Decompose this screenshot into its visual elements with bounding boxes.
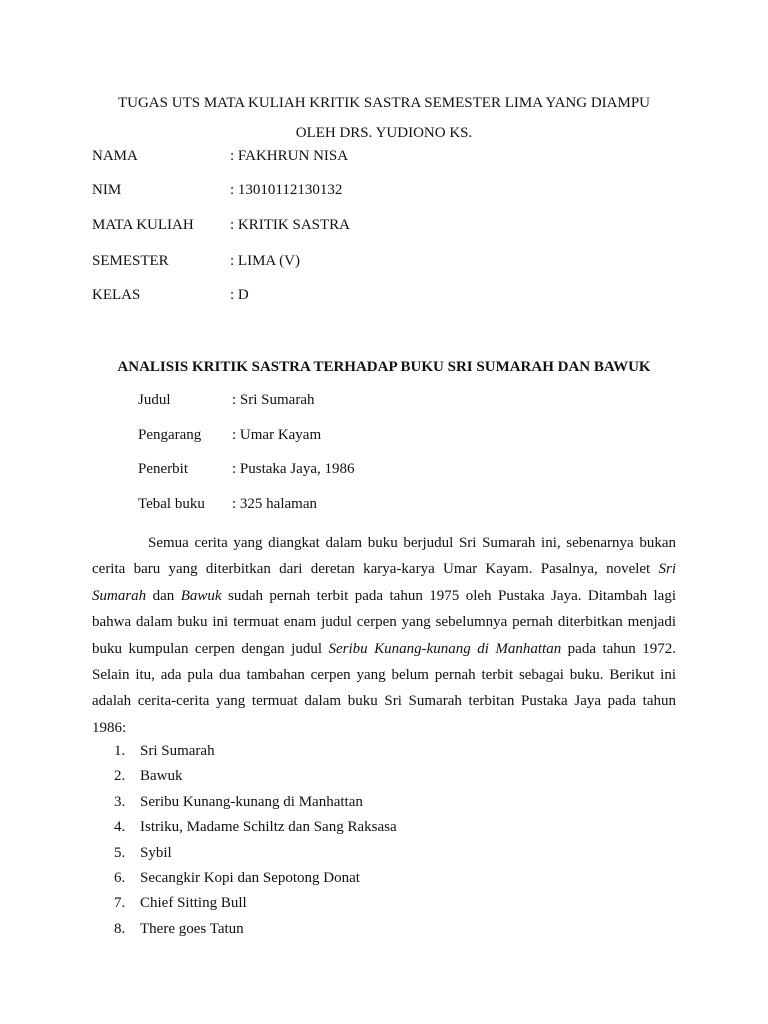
info-label: KELAS xyxy=(92,287,141,303)
list-text: Chief Sitting Bull xyxy=(140,895,247,912)
title-line-2: OLEH DRS. YUDIONO KS. xyxy=(295,125,473,141)
body-paragraph xyxy=(92,530,676,741)
info-label: SEMESTER xyxy=(92,253,169,269)
list-text: There goes Tatun xyxy=(140,920,244,937)
list-item xyxy=(114,918,397,943)
info-value: : FAKHRUN NISA xyxy=(230,148,349,164)
list-text: Seribu Kunang-kunang di Manhattan xyxy=(140,793,363,810)
italic-title: Bawuk xyxy=(180,587,222,604)
list-number: 4. xyxy=(114,819,126,836)
list-number: 3. xyxy=(114,793,126,810)
list-item xyxy=(114,816,397,841)
document-title xyxy=(92,88,676,148)
section-heading: ANALISIS KRITIK SASTRA TERHADAP BUKU SRI SUMARAH DAN BAWUK xyxy=(117,359,651,375)
list-item xyxy=(114,740,397,765)
book-label: Penerbit xyxy=(138,461,188,477)
info-value: : KRITIK SASTRA xyxy=(230,217,351,233)
list-text: Secangkir Kopi dan Sepotong Donat xyxy=(140,869,360,886)
book-label: Judul xyxy=(138,392,171,408)
list-number: 2. xyxy=(114,768,126,785)
info-label: NIM xyxy=(92,182,122,198)
list-text: Bawuk xyxy=(140,768,183,785)
paragraph-text: Semua cerita yang diangkat dalam buku berjudul Sri Sumarah ini, sebenarnya bukan cerita baru yang diterbitkan dari deretan karya-karya Umar Kayam. Pasalnya, novelet xyxy=(92,535,676,578)
list-item xyxy=(114,791,397,816)
story-list xyxy=(114,740,397,943)
title-line-1: TUGAS UTS MATA KULIAH KRITIK SASTRA SEMESTER LIMA YANG DIAMPU xyxy=(117,95,651,111)
list-item xyxy=(114,842,397,867)
book-value: : 325 halaman xyxy=(232,496,317,512)
info-label: MATA KULIAH xyxy=(92,217,194,233)
list-number: 1. xyxy=(114,743,126,759)
info-label: NAMA xyxy=(92,148,138,164)
paragraph-text: dan xyxy=(146,587,181,604)
italic-title: Sri Sumarah xyxy=(92,561,676,604)
info-value: : D xyxy=(230,287,249,303)
book-label: Tebal buku xyxy=(138,496,205,512)
book-value: : Umar Kayam xyxy=(232,427,322,443)
info-value: : 13010112130132 xyxy=(230,182,343,198)
list-text: Istriku, Madame Schiltz dan Sang Raksasa xyxy=(140,819,397,836)
list-number: 8. xyxy=(114,920,126,937)
paragraph-text: sudah pernah terbit pada tahun 1975 oleh Pustaka Jaya. Ditambah lagi bahwa dalam buku ini termuat enam judul cerpen yang sebelumnya pernah diterbitkan menjadi buku kumpulan cerpen dengan judul xyxy=(92,587,676,657)
list-number: 7. xyxy=(114,895,126,912)
book-value: : Pustaka Jaya, 1986 xyxy=(232,461,355,477)
list-number: 6. xyxy=(114,869,126,886)
list-item xyxy=(114,867,397,892)
list-text: Sybil xyxy=(140,844,172,861)
book-value: : Sri Sumarah xyxy=(232,392,315,408)
paragraph-text: pada tahun 1972. Selain itu, ada pula dua tambahan cerpen yang belum pernah terbit sebagai buku. Berikut ini adalah cerita-cerita yang termuat dalam buku Sri Sumarah terbitan Pustaka Jaya pada tahun 1986: xyxy=(92,640,676,736)
book-label: Pengarang xyxy=(138,427,202,443)
list-number: 5. xyxy=(114,844,126,861)
list-item xyxy=(114,892,397,917)
list-text: Sri Sumarah xyxy=(140,743,215,759)
italic-title: Seribu Kunang-kunang di Manhattan xyxy=(328,640,562,657)
info-value: : LIMA (V) xyxy=(230,253,300,269)
list-item xyxy=(114,765,397,790)
